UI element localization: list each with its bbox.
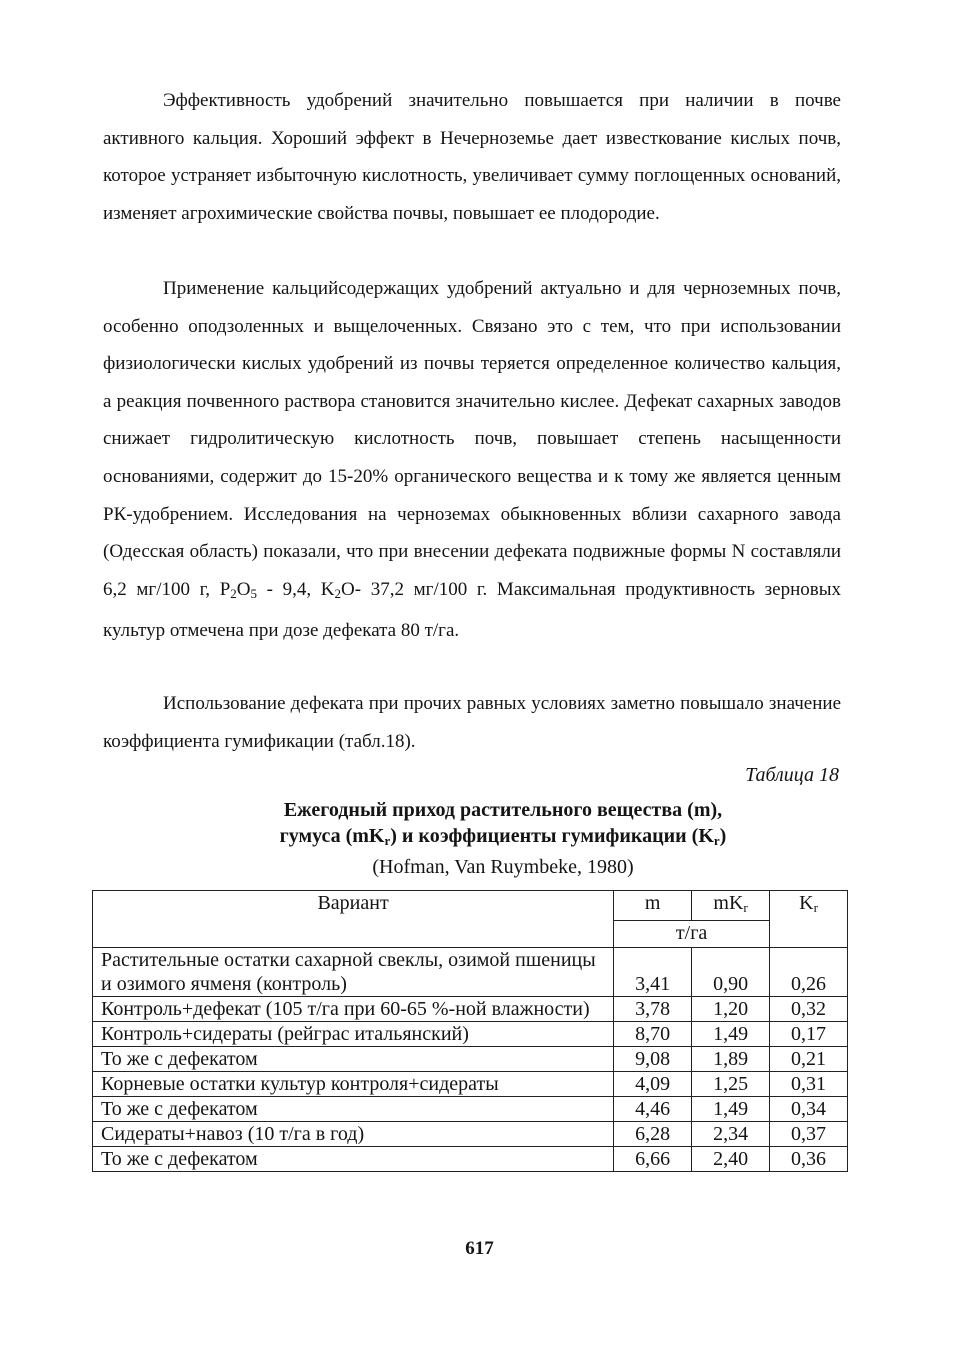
paragraph-1 bbox=[103, 82, 841, 232]
m-cell: 9,08 bbox=[614, 1047, 692, 1072]
header-variant: Вариант bbox=[93, 891, 614, 948]
m-cell: 6,66 bbox=[614, 1147, 692, 1172]
table-header-row bbox=[93, 891, 848, 921]
variant-cell: То же с дефекатом bbox=[93, 1047, 614, 1072]
variant-cell: Контроль+дефекат (105 т/га при 60-65 %-ной влажности) bbox=[93, 997, 614, 1022]
m-cell: 4,09 bbox=[614, 1072, 692, 1097]
variant-cell: То же с дефекатом bbox=[93, 1097, 614, 1122]
k-cell: 0,37 bbox=[770, 1122, 848, 1147]
variant-cell: Растительные остатки сахарной свеклы, озимой пшеницы и озимого ячменя (контроль) bbox=[93, 948, 614, 997]
m-cell: 3,78 bbox=[614, 997, 692, 1022]
variant-cell: Сидераты+навоз (10 т/га в год) bbox=[93, 1122, 614, 1147]
variant-cell: То же с дефекатом bbox=[93, 1147, 614, 1172]
k-cell: 0,26 bbox=[770, 948, 848, 997]
table-title bbox=[103, 797, 903, 880]
subscript: 5 bbox=[250, 585, 258, 601]
mk-cell: 1,25 bbox=[692, 1072, 770, 1097]
table-row bbox=[93, 1097, 848, 1122]
humification-table bbox=[92, 890, 848, 1172]
m-cell: 4,46 bbox=[614, 1097, 692, 1122]
header-m: m bbox=[614, 891, 692, 921]
mk-cell: 0,90 bbox=[692, 948, 770, 997]
header-mk-text: mK bbox=[713, 892, 744, 914]
paragraph-2-part-d: O- 37,2 мг/100 г. Максимальная продуктивность зерновых культур отмечена при дозе дефеката 80 т/га. bbox=[103, 578, 842, 642]
table-row bbox=[93, 1122, 848, 1147]
mk-cell: 1,20 bbox=[692, 997, 770, 1022]
k-cell: 0,36 bbox=[770, 1147, 848, 1172]
variant-cell: Корневые остатки культур контроля+сидераты bbox=[93, 1072, 614, 1097]
m-cell: 3,41 bbox=[614, 948, 692, 997]
subscript: r bbox=[713, 833, 720, 848]
table-row bbox=[93, 1072, 848, 1097]
table-row bbox=[93, 1147, 848, 1172]
title-part: ) и коэффициенты гумификации (K bbox=[390, 825, 714, 847]
mk-cell: 1,49 bbox=[692, 1022, 770, 1047]
header-mk bbox=[692, 891, 770, 921]
variant-cell: Контроль+сидераты (рейграс итальянский) bbox=[93, 1022, 614, 1047]
subscript: 2 bbox=[334, 585, 342, 601]
table-row bbox=[93, 1022, 848, 1047]
header-unit: т/га bbox=[614, 921, 770, 948]
paragraph-3-text: Использование дефеката при прочих равных условиях заметно повышало значение коэффициента гумификации (табл.18). bbox=[103, 693, 841, 752]
k-cell: 0,31 bbox=[770, 1072, 848, 1097]
m-cell: 8,70 bbox=[614, 1022, 692, 1047]
table-title-line-1: Ежегодный приход растительного вещества (m), bbox=[283, 799, 723, 821]
subscript: r bbox=[743, 900, 748, 915]
k-cell: 0,32 bbox=[770, 997, 848, 1022]
page-number: 617 bbox=[465, 1238, 494, 1259]
paragraph-1-text: Эффективность удобрений значительно повышается при наличии в почве активного кальция. Хороший эффект в Нечерноземье дает известкование кислых почв, которое устраняет избыточную кислотность, увеличивает сумму поглощенных оснований, изменяет агрохимические свойства почвы, повышает ее плодородие. bbox=[103, 90, 841, 224]
paragraph-2-part-c: - 9,4, K bbox=[257, 578, 335, 600]
table-title-line-2 bbox=[103, 823, 903, 854]
mk-cell: 2,40 bbox=[692, 1147, 770, 1172]
subscript: r bbox=[813, 900, 818, 915]
table-row bbox=[93, 948, 848, 997]
header-k bbox=[770, 891, 848, 948]
m-cell: 6,28 bbox=[614, 1122, 692, 1147]
paragraph-2-text bbox=[103, 270, 841, 650]
paragraph-2 bbox=[103, 270, 841, 650]
k-cell: 0,34 bbox=[770, 1097, 848, 1122]
table-body bbox=[93, 948, 848, 1172]
mk-cell: 2,34 bbox=[692, 1122, 770, 1147]
subscript: 2 bbox=[230, 585, 237, 601]
mk-cell: 1,49 bbox=[692, 1097, 770, 1122]
table-label: Таблица 18 bbox=[745, 764, 839, 786]
title-part: ) bbox=[719, 825, 727, 847]
header-k-text: K bbox=[799, 892, 814, 914]
table-row bbox=[93, 1047, 848, 1072]
table-source: (Hofman, Van Ruymbeke, 1980) bbox=[372, 856, 634, 878]
paragraph-3 bbox=[103, 685, 841, 760]
k-cell: 0,21 bbox=[770, 1047, 848, 1072]
table-row bbox=[93, 997, 848, 1022]
paragraph-2-part-b: O bbox=[236, 578, 251, 600]
subscript: r bbox=[384, 833, 391, 848]
title-part: гумуса (mK bbox=[279, 825, 385, 847]
mk-cell: 1,89 bbox=[692, 1047, 770, 1072]
paragraph-2-part-a: Применение кальцийсодержащих удобрений актуально и для черноземных почв, особенно оподзоленных и выщелоченных. Связано это с тем, что при использовании физиологически кислых удобрений из почвы теряется определенное количество кальция, а реакция почвенного раствора становится значительно кислее. Дефекат сахарных заводов снижает гидролитическую кислотность почв, повышает степень насыщенности основаниями, содержит до 15-20% органического вещества и к тому же является ценным РК-удобрением. Исследования на черноземах обыкновенных вблизи сахарного завода (Одесская область) показали, что при внесении дефеката подвижные формы N составляли 6,2 мг/100 г, P bbox=[103, 278, 841, 600]
k-cell: 0,17 bbox=[770, 1022, 848, 1047]
